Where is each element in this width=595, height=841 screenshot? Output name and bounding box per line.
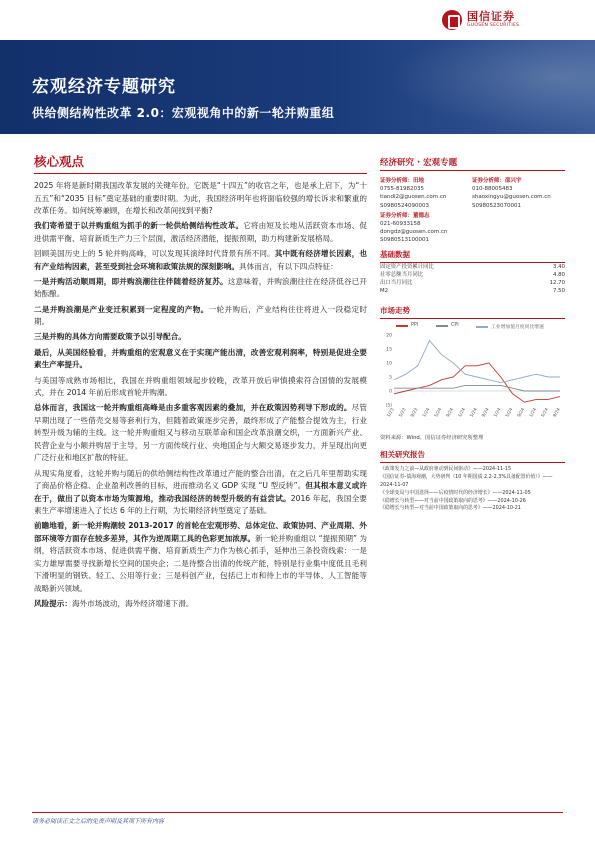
y-tick-label: 10 — [386, 361, 392, 367]
sidebar — [380, 156, 565, 513]
paragraph: 最后，从美国经验看，并购重组的宏观意义在于实现产能出清，改善宏观利润率，特别是促进全要素生产率提升。 — [34, 347, 367, 370]
table-row: 固定资产投资累计同比 3.40 — [380, 263, 565, 270]
related-report-link[interactable]: 《国信证券-债海观潮，大势研判（10 年期国债 2.2-2.3%具备配置价值）》——2024-11-07 — [380, 474, 553, 489]
related-report-link[interactable]: 《政策发力之前—从政府驱动到民间驱动》——2024-11-15 — [380, 466, 512, 473]
sidebar-divider — [380, 170, 565, 171]
y-tick-label: 15 — [386, 347, 392, 353]
y-tick-label: 20 — [386, 333, 392, 339]
analyst-email[interactable]: shaoxingyu@guosen.com.cn — [472, 194, 551, 201]
related-report-link[interactable]: 《稳增长与转型—对当前中国政策取向的思考》——2024-10-21 — [380, 505, 521, 512]
heading-divider — [34, 173, 367, 174]
x-tick-label: 9/24 — [481, 407, 491, 419]
market-trend-chart — [380, 321, 565, 431]
disclaimer-notice: 请务必阅读正文之后的免责声明及其项下所有内容 — [32, 818, 165, 825]
related-heading: 相关研究报告 — [380, 450, 425, 460]
legend-swatch — [436, 325, 448, 326]
brand-name-cn: 国信证券 — [467, 10, 515, 23]
analyst-name: 邵兴宇 — [505, 178, 522, 184]
sidebar-heading: 经济研究 · 宏观专题 — [380, 158, 458, 168]
report-category-title: 宏观经济专题研究 — [32, 77, 176, 97]
x-tick-label: 5/23 — [398, 407, 408, 419]
series-line — [394, 386, 560, 392]
x-tick-label: 1/24 — [457, 407, 467, 419]
y-tick-label: 0 — [389, 389, 392, 395]
analyst-email[interactable]: dongdz@guosen.com.cn — [380, 229, 448, 236]
paragraph: 2025 年将是新时期我国改革发展的关键年份。它既是“十四五”的收官之年，也是承上启下，为“十五五”和“2035 目标”奠定基础的重要时期。为此，我国经济明年也将面临较强的增长诉求和繁重的改革任务。如何统筹兼顾，在增长和改革间找到平衡? — [34, 181, 367, 215]
analyst-card: 证券分析师：董德志 021-60933158 dongdz@guosen.com.cn S0980513100001 — [380, 212, 472, 245]
x-tick-label: 9/23 — [410, 407, 420, 419]
related-report-link[interactable]: 《全球变局与中国选择——后疫情时代的经济增长》——2024-11-05 — [380, 489, 531, 496]
chart-source: 资料来源：Wind、国信证券经济研究所整理 — [380, 435, 484, 442]
analyst-name: 董德志 — [413, 212, 430, 219]
paragraph: 总体而言，我国这一轮并购重组高峰是由多重客观因素的叠加，并在政策因势利导下形成的。尽管早期出现了一些借壳交易等套利行为，但随着政策逐步完善，最终形成了产能整合提效为主，行业转型升级为辅的主线。这一轮并购重组又与移动互联革命和国企改革浪潮交织，一方面新兴产业、民营企业与小额并购居于主导，另一方面传统行业、央地国企与大额交易逐步发力，并呈现出向更广泛行业和地区扩散的特征。 — [34, 403, 367, 463]
x-tick-label: 1/23 — [386, 407, 396, 419]
analyst-list — [380, 177, 565, 245]
core-views-heading: 核心观点 — [34, 154, 85, 169]
x-tick-label: 9/24 — [517, 407, 527, 419]
chart-plot — [380, 331, 565, 431]
paragraph: 回顾美国历史上的 5 轮并购高峰，可以发现其演绎时代背景有所不同。其中既有经济增长因素，也有产业结构因素，甚至受到社会环境和政策法规的深刻影响。具体而言，有以下四点特征： — [34, 249, 368, 271]
analyst-card: 证券分析师：田地 0755-81982035 tiandi2@guosen.com.cn S0980524090003 — [380, 177, 472, 210]
y-tick-label: 5 — [389, 375, 392, 381]
x-tick-label: 5/24 — [469, 407, 479, 419]
analyst-cert: S0980513100001 — [380, 237, 429, 244]
base-data-table — [380, 262, 565, 296]
market-trend-heading: 市场走势 — [380, 306, 410, 316]
page-footer — [32, 812, 563, 825]
related-divider — [380, 462, 565, 463]
x-tick-label: 1/24 — [493, 407, 503, 419]
legend-swatch — [476, 326, 488, 327]
related-report-link[interactable]: 《稳增长与转型——对当前中国政策取向的思考》——2024-10-26 — [380, 497, 526, 504]
related-reports — [380, 449, 565, 513]
x-tick-label: 9/24 — [445, 407, 456, 419]
analyst-phone: 010-88005483 — [472, 186, 513, 193]
analyst-cert: S0980524090003 — [380, 202, 429, 209]
paragraph: 二是并购浪潮是产业变迁积累到一定程度的产物。一轮并购后，产业结构往往将进入一段稳定时期。 — [34, 304, 367, 327]
x-tick-label: 1/24 — [422, 407, 432, 419]
legend-item: PPI — [396, 323, 418, 328]
brand-logo — [442, 10, 519, 30]
paragraph: 与美国等成熟市场相比，我国在并购重组领域起步较晚，改革开放后审慎摸索符合国情的发展模式，并在 2014 年前后形成首轮并购潮。 — [34, 375, 367, 398]
analyst-card: 证券分析师：邵兴宇 010-88005483 shaoxingyu@guosen.com.cn S0980523070001 — [472, 177, 565, 210]
analyst-cert: S0980523070001 — [472, 202, 521, 209]
analyst-email[interactable]: tiandi2@guosen.com.cn — [380, 194, 447, 201]
risk-warning: 风险提示：海外市场波动，海外经济增速下滑。 — [34, 599, 194, 609]
table-row: M2 7.50 — [380, 288, 565, 295]
top-bar — [0, 0, 595, 40]
x-tick-label: 5/24 — [434, 407, 444, 419]
x-tick-label: 9/24 — [552, 407, 562, 419]
report-title: 供给侧结构性改革 2.0：宏观视角中的新一轮并购重组 — [32, 106, 335, 120]
legend-swatch — [396, 325, 408, 326]
legend-item: CPI — [436, 323, 459, 328]
core-views-column — [34, 152, 367, 614]
paragraph: 从现实角度看，这轮并购与随后的供给侧结构性改革通过产能的整合出清，在之后几年里帮助实现了商品价格企稳、企业盈利改善的目标，进而推动名义 GDP 实现 “U 型反转”。但其根本意义或许在于，做出了以资本市场为策源地，推动我国经济的转型升级的有益尝试。2016 年起，我国全要素生产率增速进入了长达 6 年的上行期，为长期经济转型奠定了基础。 — [34, 468, 368, 516]
series-line — [394, 341, 560, 383]
table-row: 出口当月同比 12.70 — [380, 280, 565, 287]
analyst-phone: 021-60933158 — [380, 221, 421, 228]
series-line — [394, 363, 560, 402]
table-row: 社零总额当月同比 4.80 — [380, 271, 565, 278]
analyst-phone: 0755-81982035 — [380, 186, 424, 193]
paragraph: 我们寄希望于以并购重组为抓手的新一轮供给侧结构性改革。它将由短及长地从活跃资本市场、促进供需平衡、培育新质生产力三个层面，激活经济潜能，提振预期，助力构建新发展格局。 — [34, 221, 367, 243]
x-tick-label: 5/24 — [505, 407, 515, 419]
chart-legend — [380, 321, 565, 331]
paragraph: 前瞻地看，新一轮并购潮较 2013-2017 的首轮在宏观形势、总体定位、政策协同、产业周期、外部环境等方面存在较多差异，其作为逆周期工具的色彩更加浓厚。新一轮并购重组以 “提振预期” 为纲，将活跃资本市场、促进供需平衡、培育新质生产力作为核心抓手，延伸出三条投资线索：一是实力雄厚需要寻找新增长空间的国央企；二是待整合出清的传统产能，特别是行业集中度低且毛利下滑明显的钢铁、轻工、公用等行业；三是科创产业，包括已上市和待上市的半导体、人工智能等战略新兴领域。 — [34, 521, 368, 593]
footer-divider — [32, 812, 563, 813]
x-tick-label: 1/24 — [528, 407, 539, 419]
brand-name-en: GUOSEN SECURITIES — [467, 23, 520, 28]
y-tick-label: (5) — [385, 403, 392, 409]
chart-divider — [380, 318, 565, 319]
base-data-heading: 基础数据 — [380, 249, 410, 259]
analyst-name: 田地 — [413, 178, 425, 184]
brand-logo-icon — [442, 10, 462, 30]
paragraph: 一是并购活动顺周期，即并购浪潮往往伴随着经济复苏。这意味着，并购浪潮往往在经济低谷已开始酝酿。 — [34, 276, 368, 299]
x-tick-label: 5/24 — [540, 407, 550, 419]
paragraph: 三是并购的具体方向需要政策予以引导配合。 — [34, 332, 186, 342]
legend-item: 工业增加值月度同比增速 — [476, 323, 544, 330]
